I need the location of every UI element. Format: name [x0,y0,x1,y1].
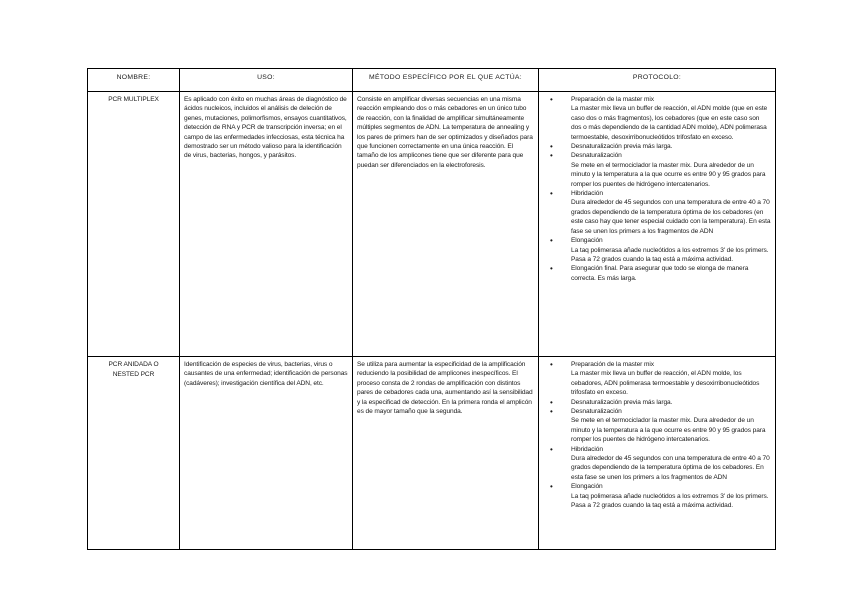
protocol-step [571,236,771,264]
protocol-step [571,151,771,189]
row-name-cell [88,92,180,357]
protocol-step-title: • Preparación de la master mix [571,96,654,103]
protocol-step-title: • Desnaturalización [571,408,622,416]
protocol-step [571,142,771,151]
protocol-step [571,407,771,445]
metodo-cell: Consiste en amplificar diversas secuencias en una misma reacción empleando dos o más cebadores en un único tubo de reacción, con la finalidad de amplificar simultáneamente múltiples segmentos de ADN. La temperatura de annealing y los pares de primers han de ser optimizados y diseñados para que funcionen correctamente en una única reacción. El tamaño de los amplicones tiene que ser diferente para que puedan ser diferenciados en la electroforesis. [353,92,539,357]
protocol-step-title: • Elongación final. Para asegurar que todo se elonga de manera correcta. Es más larga. [571,265,749,282]
protocol-step [571,189,771,236]
protocol-step-desc: La taq polimerasa añade nucleótidos a los extremos 3' de los primers. Pasa a 72 grados cuando la taq está a máxima actividad. [571,492,769,510]
table-row [88,92,776,357]
protocol-step-title: • Hibridación [571,190,603,198]
protocol-step-desc: La master mix lleva un buffer de reacción, el ADN molde (que en este caso dos o más fragmentos), los cebadores (que en este caso son dos o más dependiendo de la cantidad ADN molde), ADN polimerasa termoestable, desoxirribonucleótidos trifosfato en exceso. [571,105,768,141]
protocol-list [543,95,771,283]
protocol-step-title: • Desnaturalización previa más larga. [571,143,673,151]
row-name-cell [88,357,180,550]
header-protocolo: PROTOCOLO: [539,69,776,92]
protocol-step [571,482,771,510]
protocol-step [571,95,771,142]
protocol-step-title: • Hibridación [571,445,603,453]
protocol-step [571,264,771,283]
protocol-step-title: • Elongación [571,483,603,491]
protocolo-cell [539,357,776,550]
protocol-step-desc: Se mete en el termociclador la master mix. Dura alrededor de un minuto y la temperatura a la que ocurre es entre 90 y 95 grados para romper los puentes de hidrógeno intercatenarios. [571,417,766,444]
protocol-step-desc: La taq polimerasa añade nucleótidos a los extremos 3' de los primers. Pasa a 72 grados cuando la taq está a máxima actividad. [571,246,769,263]
protocol-step-title: • Elongación [571,237,603,245]
row-name-line-2: NESTED PCR [112,371,155,378]
protocol-step-desc: La master mix lleva un buffer de reacción, el ADN molde, los cebadores, ADN polimerasa termoestable y desoxirribonucleótidos trifosfato en exceso. [571,370,760,397]
header-uso: USO: [180,69,353,92]
protocol-list [543,360,771,511]
row-name-line-1: PCR ANIDADA O [108,361,159,368]
table-header-row [88,69,776,92]
protocol-step-title: • Desnaturalización previa más larga. [571,398,673,406]
protocol-step [571,445,771,483]
uso-cell: Es aplicado con éxito en muchas áreas de diagnóstico de ácidos nucleicos, incluidos el análisis de deleción de genes, mutaciones, polimorfismos, ensayos cuantitativos, detección de RNA y PCR de transcripción inversa; en el campo de las enfermedades infecciosas, esta técnica ha demostrado ser un método valioso para la identificación de virus, bacterias, hongos, y parásitos. [180,92,353,357]
pcr-comparison-table [87,68,776,550]
protocol-step-title: • Preparación de la master mix [571,361,654,368]
metodo-cell: Se utiliza para aumentar la especificidad de la amplificación reduciendo la posibilidad de amplicones inespecíficos. El proceso consta de 2 rondas de amplificación con distintos pares de cebadores cada una, aumentando así la sensibilidad y la especificad de detección. En la primera ronda el amplicón es de mayor tamaño que la segunda. [353,357,539,550]
row-name: PCR MULTIPLEX [108,96,159,103]
protocol-step-title: • Desnaturalización [571,152,622,160]
uso-cell: Identificación de especies de virus, bacterias, virus o causantes de una enfermedad; identificación de personas (cadáveres); investigación científica del ADN, etc. [180,357,353,550]
protocol-step-desc: Dura alrededor de 45 segundos con una temperatura de entre 40 a 70 grados dependiendo de la temperatura óptima de los cebadores. En esta fase se unen los primers a los fragmentos de ADN [571,455,770,481]
protocol-step [571,398,771,407]
protocol-step-desc: Dura alrededor de 45 segundos con una temperatura de entre 40 a 70 grados dependiendo de la temperatura óptima de los cebadores (en este caso hay que tener especial cuidado con la temperatura). En esta fase se unen los primers a los fragmentos de ADN [571,199,771,235]
header-nombre: NOMBRE: [88,69,180,92]
header-metodo: MÉTODO ESPECÍFICO POR EL QUE ACTÚA: [353,69,539,92]
protocol-step [571,360,771,398]
protocol-step-desc: Se mete en el termociclador la master mix. Dura alrededor de un minuto y la temperatura a la que ocurre es entre 90 y 95 grados para romper los puentes de hidrógeno intercatenarios. [571,161,766,188]
protocolo-cell [539,92,776,357]
table-row [88,357,776,550]
